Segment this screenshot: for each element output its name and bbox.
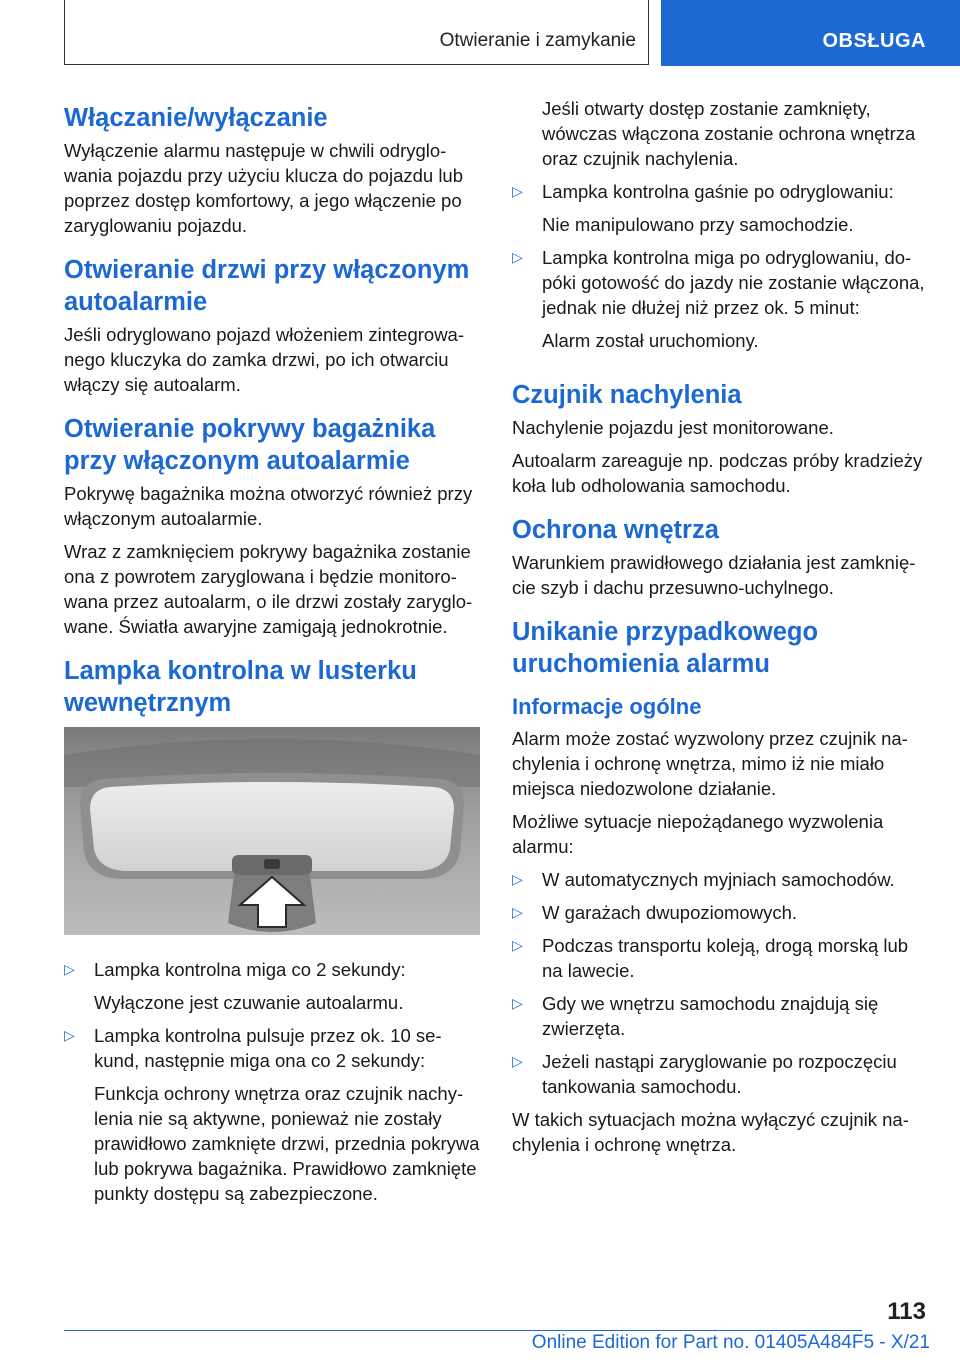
triangle-icon: ▷ — [64, 961, 75, 977]
section-trunk — [64, 413, 480, 639]
triangle-icon: ▷ — [512, 1053, 523, 1069]
triangle-icon: ▷ — [512, 937, 523, 953]
triangle-icon: ▷ — [64, 1027, 75, 1043]
list-item-result: Wyłączone jest czuwanie autoalarmu. — [94, 992, 404, 1013]
text-tilt-1: Nachylenie pojazdu jest monitorowane. — [512, 417, 834, 438]
text-tilt-2: Autoalarm zareaguje np. podczas próby kradzieży koła lub odholowania samochodu. — [512, 450, 923, 496]
list-item — [512, 900, 928, 925]
text-trunk-2: Wraz z zamknięciem pokrywy bagażnika zostanie ona z powrotem zaryglowana i będzie monitorowana przez autoalarm, o ile drzwi zostały zaryglowane. Światła awaryjne zamigają jednokrotnie. — [64, 541, 473, 637]
heading-interior: Ochrona wnętrza — [512, 516, 719, 544]
heading-trunk: Otwieranie pokrywy bagażnika przy włączonym autoalarmie — [64, 415, 436, 475]
section-tab-label: OBSŁUGA — [822, 30, 926, 52]
left-column — [64, 102, 480, 1214]
section-tab[interactable] — [661, 0, 960, 66]
situation-list — [512, 867, 928, 1099]
triangle-icon: ▷ — [512, 249, 523, 265]
list-item — [512, 245, 928, 353]
list-item — [512, 179, 928, 237]
list-item — [512, 1049, 928, 1099]
heading-tilt: Czujnik nachylenia — [512, 381, 742, 409]
list-item-text: Lampka kontrolna gaśnie po odryglowaniu: — [542, 181, 894, 202]
list-item-text: Lampka kontrolna pulsuje przez ok. 10 sekund, następnie miga ona co 2 sekundy: — [94, 1025, 442, 1071]
list-item — [64, 957, 480, 1015]
indicator-list — [64, 957, 480, 1206]
text-general-3: W takich sytuacjach można wyłączyć czujnik nachylenia i ochronę wnętrza. — [512, 1109, 909, 1155]
chapter-title: Otwieranie i zamykanie — [439, 30, 636, 51]
list-item-result: Alarm został uruchomiony. — [542, 330, 759, 351]
text-arming: Wyłączenie alarmu następuje w chwili odryglowania pojazdu przy użyciu klucza do pojazdu lub poprzez dostęp komfortowy, a jego włączenie po zaryglowaniu pojazdu. — [64, 140, 464, 236]
mirror-image — [64, 727, 480, 935]
list-item-text: Lampka kontrolna miga co 2 sekundy: — [94, 959, 406, 980]
footer-rule — [64, 1330, 862, 1331]
text-trunk-1: Pokrywę bagażnika można otworzyć również przy włączonym autoalarmie. — [64, 483, 473, 529]
list-item-text: Gdy we wnętrzu samochodu znajdują się zwierzęta. — [542, 993, 879, 1039]
list-item — [512, 867, 928, 892]
triangle-icon: ▷ — [512, 995, 523, 1011]
mirror-illustration — [64, 727, 480, 935]
section-tilt — [512, 379, 928, 498]
section-arming — [64, 102, 480, 238]
list-item-text: Lampka kontrolna miga po odryglowaniu, dopóki gotowość do jazdy nie zostanie włączona, jednak nie dłużej niż przez ok. 5 minut: — [542, 247, 925, 318]
section-doors — [64, 254, 480, 397]
list-item-text: W garażach dwupoziomowych. — [542, 902, 797, 923]
header-rule-left — [64, 0, 65, 64]
header-rule-bottom — [64, 64, 649, 65]
edition-footer: Online Edition for Part no. 01405A484F5 - X/21 — [531, 1332, 930, 1353]
list-item — [64, 1023, 480, 1206]
heading-false-alarm: Unikanie przypadkowego uruchomienia alarmu — [512, 618, 819, 678]
list-item-result: Funkcja ochrony wnętrza oraz czujnik nachylenia nie są aktywne, ponieważ nie zostały prawidłowo zamknięte drzwi, przednia pokrywa lub pokrywa bagażnika. Prawidłowo zamknięte punkty dostępu są zabezpieczone. — [94, 1083, 480, 1204]
text-general-1: Alarm może zostać wyzwolony przez czujnik nachylenia i ochronę wnętrza, mimo iż nie miało miejsca niedozwolone działanie. — [512, 728, 908, 799]
list-item-result: Nie manipulowano przy samochodzie. — [542, 214, 854, 235]
indicator-list-continued — [512, 179, 928, 353]
subheading-general: Informacje ogólne — [512, 694, 702, 719]
section-interior — [512, 514, 928, 600]
list-item — [512, 991, 928, 1041]
header-rule-right — [648, 0, 649, 64]
list-item-text: Jeżeli nastąpi zaryglowanie po rozpoczęciu tankowania samochodu. — [542, 1051, 897, 1097]
heading-indicator: Lampka kontrolna w lusterku wewnętrznym — [64, 657, 417, 717]
triangle-icon: ▷ — [512, 183, 523, 199]
triangle-icon: ▷ — [512, 904, 523, 920]
list-item — [512, 933, 928, 983]
text-doors: Jeśli odryglowano pojazd włożeniem zintegrowanego kluczyka do zamka drzwi, po ich otwarciu włączy się autoalarm. — [64, 324, 465, 395]
text-general-2: Możliwe sytuacje niepożądanego wyzwolenia alarmu: — [512, 811, 884, 857]
text-continued: Jeśli otwarty dostęp zostanie zamknięty, wówczas włączona zostanie ochrona wnętrza oraz czujnik nachylenia. — [542, 98, 916, 169]
list-item-text: W automatycznych myjniach samochodów. — [542, 869, 895, 890]
heading-doors: Otwieranie drzwi przy włączonym autoalarmie — [64, 256, 470, 316]
page-number: 113 — [887, 1298, 926, 1325]
triangle-icon: ▷ — [512, 871, 523, 887]
section-indicator — [64, 655, 480, 1206]
section-false-alarm — [512, 616, 928, 1157]
heading-arming: Włączanie/wyłączanie — [64, 104, 328, 132]
list-item-text: Podczas transportu koleją, drogą morską lub na lawecie. — [542, 935, 909, 981]
right-column — [512, 96, 928, 1165]
text-interior: Warunkiem prawidłowego działania jest zamknięcie szyb i dachu przesuwno-uchylnego. — [512, 552, 916, 598]
